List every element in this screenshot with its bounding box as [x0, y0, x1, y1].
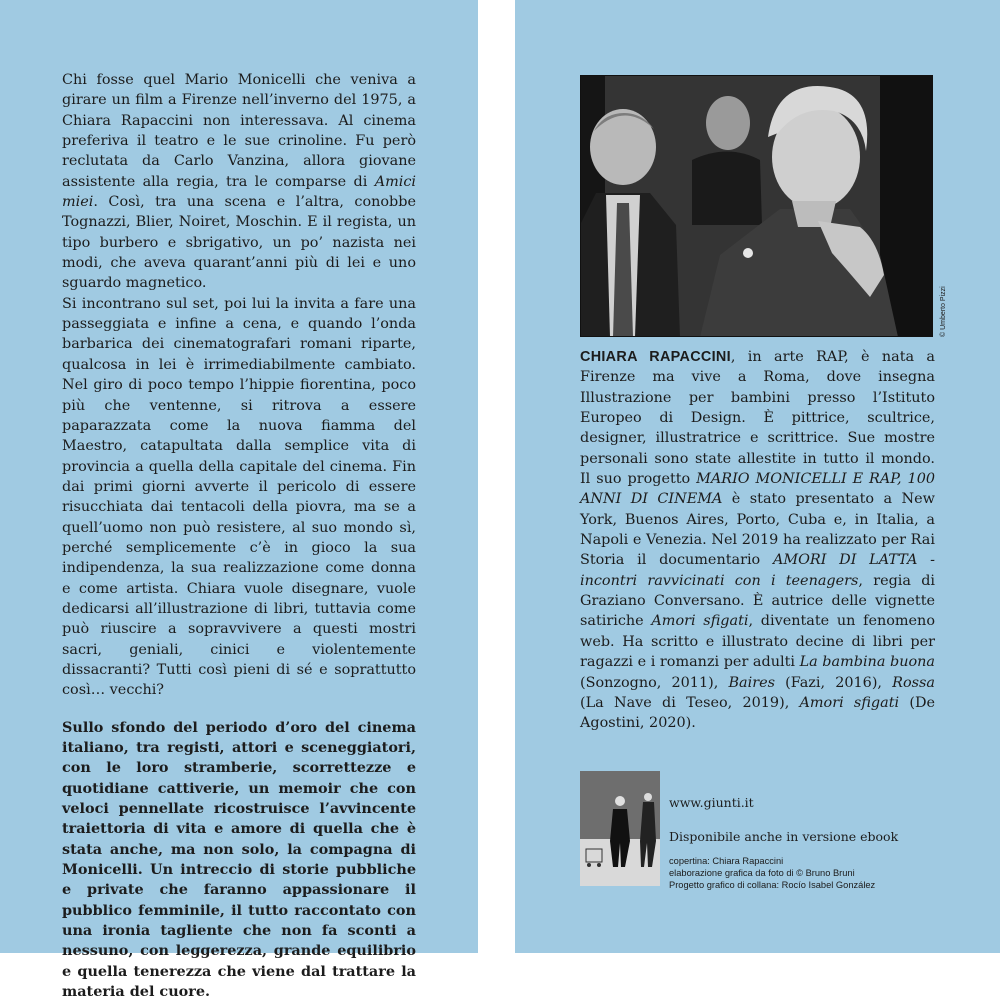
- credit-line: Progetto grafico di collana: Rocío Isabel González: [669, 880, 876, 891]
- blurb-paragraph-3: Sullo sfondo del periodo d’oro del cinema italiano, tra registi, attori e sceneggiatori, con le loro stramberie, scorrettezze e quotidiane cattiverie, un memoir che con veloci pennellate ricostruisce l’avvincente traiettoria di vita e amore di quella che è stata anche, ma non solo, la compagna di Monicelli. Un intreccio di storie pubbliche e private che faranno appassionare il pubblico femminile, il tutto raccontato con una ironia tagliente che non fa sconti a nessuno, con leggerezza, grande equilibrio e quella tenerezza che viene dal trattare la materia del cuore.: [62, 718, 416, 1001]
- cover-thumbnail: [580, 771, 660, 886]
- cover-credits: [669, 855, 875, 892]
- blurb-paragraph-2: Si incontrano sul set, poi lui la invita a fare una passeggiata e infine a cena, e quando l’onda barbarica dei cinematografari romani riparte, qualcosa in lei è irrimediabilmente cambiato. Nel giro di poco tempo l’hippie fiorentina, poco più che ventenne, si ritrova a essere paparazzata come la nuova fiamma del Maestro, catapultata dalla semplice vita di provincia a quella della capitale del cinema. Fin dai primi giorni avverte il pericolo di essere risucchiata dai tentacoli della piovra, ma se a quell’uomo non può resistere, al suo mondo sì, perché semplicemente c’è in gioco la sua indipendenza, la sua realizzazione come donna e come artista. Chiara vuole disegnare, vuole dedicarsi all’illustrazione di libri, tuttavia come può riuscire a sopravvivere a questi mostri sacri, geniali, cinici e violentemente dissacranti? Tutti così pieni di sé e soprattutto così… vecchi?: [62, 295, 416, 699]
- blurb-paragraph-1: Chi fosse quel Mario Monicelli che veniva a girare un film a Firenze nell’inverno del 1975, a Chiara Rapaccini non interessava. Al cinema preferiva il teatro e le sue crinoline. Fu però reclutata da Carlo Vanzina, allora giovane assistente alla regia, tra le comparse di Amici miei. Così, tra una scena e l’altra, conobbe Tognazzi, Blier, Noiret, Moschin. E il regista, un tipo burbero e sbrigativo, un po’ nazista nei modi, che aveva quarant’anni più di lei e uno sguardo magnetico.: [62, 72, 416, 292]
- author-photo-image: [580, 75, 933, 337]
- credit-line: copertina: Chiara Rapaccini: [669, 856, 784, 866]
- author-photo: [580, 75, 933, 337]
- credit-line: elaborazione grafica da foto di © Bruno Bruni: [669, 868, 855, 879]
- ebook-note: Disponibile anche in versione ebook: [669, 829, 899, 844]
- website-link[interactable]: www.giunti.it: [669, 795, 754, 810]
- author-bio: CHIARA RAPACCINI, in arte RAP, è nata a Firenze ma vive a Roma, dove insegna Illustrazione per bambini presso l’Istituto Europeo di Design. È pittrice, scultrice, designer, illustratrice e scrittrice. Sue mostre personali sono state allestite in tutto il mondo. Il suo progetto MARIO MONICELLI E RAP, 100 ANNI DI CINEMA è stato presentato a New York, Buenos Aires, Porto, Cuba e, in Italia, a Napoli e Venezia. Nel 2019 ha realizzato per Rai Storia il documentario AMORI DI LATTA - incontri ravvicinati con i teenagers, regia di Graziano Conversano. È autrice delle vignette satiriche Amori sfigati, diventate un fenomeno web. Ha scritto e illustrato decine di libri per ragazzi e i romanzi per adulti La bambina buona (Sonzogno, 2011), Baires (Fazi, 2016), Rossa (La Nave di Teseo, 2019), Amori sfigati (De Agostini, 2020).: [580, 349, 936, 732]
- photo-credit: © Umberto Pizzi: [940, 286, 947, 337]
- cover-thumbnail-image: [580, 771, 660, 886]
- author-name: CHIARA RAPACCINI: [580, 349, 731, 365]
- back-cover-blurb: [62, 70, 416, 1002]
